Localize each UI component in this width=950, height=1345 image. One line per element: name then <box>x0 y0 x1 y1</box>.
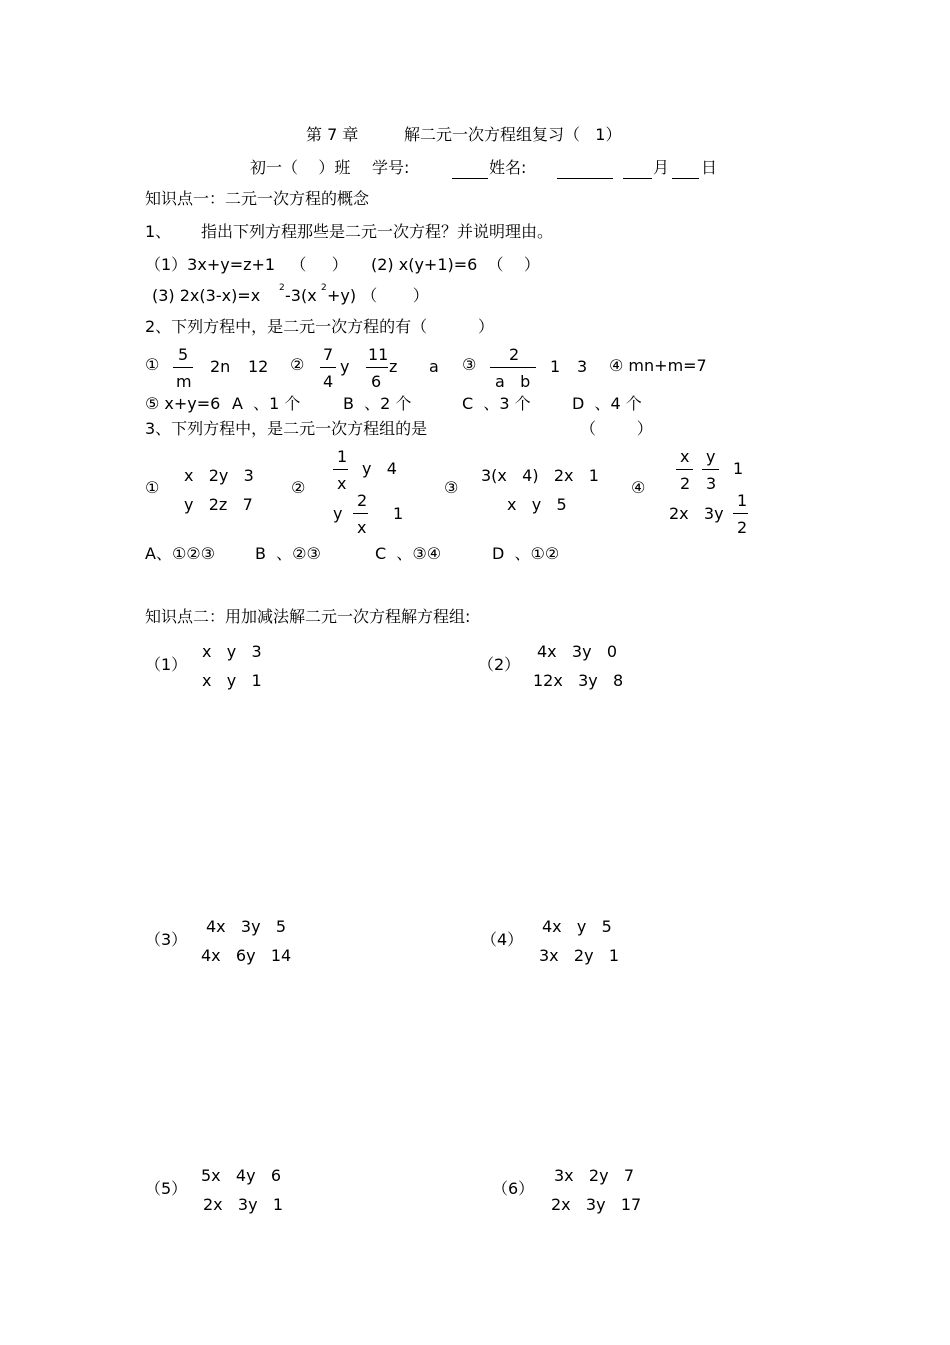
q1-item3-c: +y) （ ） <box>327 286 429 305</box>
q2-opt3-fraction-bar <box>490 367 536 368</box>
q3-sys3-mark: ③ <box>444 478 459 497</box>
q3-sys4-d1: 2 <box>680 474 691 493</box>
day-label: 日 <box>701 158 718 177</box>
q2-opt2-var1: y <box>340 357 350 376</box>
q3-sys4-n3: 1 <box>737 491 748 510</box>
class-label: 初一（ ）班 <box>250 158 351 177</box>
q3-sys4-r1: 1 <box>733 459 744 478</box>
system-2-line1: 4x 3y 0 <box>537 642 617 661</box>
q3-sys2-y2: y <box>333 504 343 523</box>
q2-opt2-den2: 6 <box>371 372 382 391</box>
system-5-line1: 5x 4y 6 <box>201 1166 281 1185</box>
q3-sys2-fraction-bar-1 <box>333 469 348 470</box>
name-label: 姓名: <box>489 158 527 177</box>
system-1-label: （1） <box>145 655 188 674</box>
q1-item1: （1）3x+y=z+1 （ ） <box>145 255 348 274</box>
q2-choice-a[interactable]: A 、1 个 <box>232 394 301 413</box>
chapter-label: 第 7 章 <box>306 125 359 144</box>
q2-opt2-rest: a <box>429 357 439 376</box>
q2-opt1-mark: ① <box>145 355 160 374</box>
q2-opt1-den: m <box>176 372 192 391</box>
q1-item3-sup1: 2 <box>279 283 285 293</box>
q1-item3-b: -3(x <box>285 286 317 305</box>
q3-choice-d[interactable]: D 、①② <box>492 544 560 563</box>
q2-opt1-rest-b: 12 <box>248 357 269 376</box>
q3-sys3-line1: 3(x 4) 2x 1 <box>481 466 599 485</box>
q2-opt1-fraction-bar <box>173 367 193 368</box>
q2-choice-d[interactable]: D 、4 个 <box>572 394 642 413</box>
q1-item2: (2) x(y+1)=6 （ ） <box>371 255 540 274</box>
q3-sys2-r2: 1 <box>393 504 404 523</box>
q3-sys2-d1: x <box>337 474 347 493</box>
q3-sys4-d2: 3 <box>706 474 717 493</box>
q3-sys4-fraction-bar-2 <box>702 469 719 470</box>
system-6-line2: 2x 3y 17 <box>551 1195 642 1214</box>
month-label: 月 <box>653 158 670 177</box>
q3-sys2-n2: 2 <box>357 491 368 510</box>
system-5-line2: 2x 3y 1 <box>203 1195 283 1214</box>
q1-item3-a: (3) 2x(3-x)=x <box>152 286 261 305</box>
system-4-line2: 3x 2y 1 <box>539 946 619 965</box>
section2-heading: 知识点二：用加减法解二元一次方程解方程组: <box>145 607 471 626</box>
q2-opt2-num1: 7 <box>323 345 334 364</box>
student-no-label: 学号: <box>372 158 410 177</box>
q3-choice-b[interactable]: B 、②③ <box>255 544 321 563</box>
system-2-label: （2） <box>478 655 521 674</box>
system-3-line1: 4x 3y 5 <box>206 917 286 936</box>
q1-item3-sup2: 2 <box>321 283 327 293</box>
q3-sys4-fraction-bar-1 <box>676 469 693 470</box>
page-title: 解二元一次方程组复习（ 1） <box>404 125 622 144</box>
q2-opt4: ④ mn+m=7 <box>609 356 707 375</box>
q2-prompt: 2、下列方程中，是二元一次方程的有（ ） <box>145 317 495 336</box>
q1-prompt: 指出下列方程那些是二元一次方程？并说明理由。 <box>201 222 554 241</box>
q3-sys2-fraction-bar-2 <box>353 513 368 514</box>
q3-sys2-n1: 1 <box>337 447 348 466</box>
q2-opt3-den: a b <box>495 372 531 391</box>
q3-prompt: 3、下列方程中，是二元一次方程组的是 <box>145 419 428 438</box>
q2-opt1-rest-a: 2n <box>210 357 231 376</box>
system-1-line1: x y 3 <box>202 642 262 661</box>
system-1-line2: x y 1 <box>202 671 262 690</box>
q3-sys1-mark: ① <box>145 478 160 497</box>
q3-sys2-r1: y 4 <box>362 459 397 478</box>
q2-opt2-fraction-bar-2 <box>366 367 388 368</box>
q3-sys2-d2: x <box>357 518 367 537</box>
student-no-blank[interactable] <box>452 178 488 179</box>
q2-opt5: ⑤ x+y=6 <box>145 394 221 413</box>
system-6-label: （6） <box>492 1179 535 1198</box>
q3-sys4-d3: 2 <box>737 518 748 537</box>
q3-sys1-line2: y 2z 7 <box>184 495 253 514</box>
q3-sys4-n1: x <box>680 447 690 466</box>
q2-opt2-mark: ② <box>290 355 305 374</box>
q1-number: 1、 <box>145 222 172 241</box>
q3-sys2-mark: ② <box>291 478 306 497</box>
q2-opt1-num: 5 <box>178 345 189 364</box>
q3-sys1-line1: x 2y 3 <box>184 466 254 485</box>
q2-opt2-fraction-bar-1 <box>320 367 336 368</box>
name-blank[interactable] <box>557 178 613 179</box>
system-4-line1: 4x y 5 <box>542 917 612 936</box>
system-4-label: （4） <box>481 930 524 949</box>
q2-opt3-num: 2 <box>509 345 520 364</box>
q2-choice-c[interactable]: C 、3 个 <box>462 394 531 413</box>
system-3-line2: 4x 6y 14 <box>201 946 292 965</box>
q3-answer-paren[interactable]: （ ） <box>580 419 653 438</box>
month-blank[interactable] <box>623 178 652 179</box>
system-5-label: （5） <box>145 1179 188 1198</box>
q2-choice-b[interactable]: B 、2 个 <box>343 394 412 413</box>
q3-choice-a[interactable]: A、①②③ <box>145 544 215 563</box>
q3-choice-c[interactable]: C 、③④ <box>375 544 442 563</box>
q2-opt2-var2: z <box>389 357 398 376</box>
system-2-line2: 12x 3y 8 <box>533 671 624 690</box>
q3-sys4-fraction-bar-3 <box>733 513 748 514</box>
system-3-label: （3） <box>145 930 188 949</box>
q2-opt3-rest-a: 1 <box>550 357 561 376</box>
q2-opt3-mark: ③ <box>462 355 477 374</box>
q2-opt3-rest-b: 3 <box>577 357 588 376</box>
system-6-line1: 3x 2y 7 <box>554 1166 634 1185</box>
section1-heading: 知识点一：二元一次方程的概念 <box>145 189 370 208</box>
q3-sys4-mark: ④ <box>631 478 646 497</box>
q2-opt2-num2: 11 <box>368 345 389 364</box>
day-blank[interactable] <box>672 178 699 179</box>
q3-sys3-line2: x y 5 <box>507 495 567 514</box>
q3-sys4-n2: y <box>706 447 716 466</box>
q2-opt2-den1: 4 <box>323 372 334 391</box>
q3-sys4-l2: 2x 3y <box>669 504 724 523</box>
